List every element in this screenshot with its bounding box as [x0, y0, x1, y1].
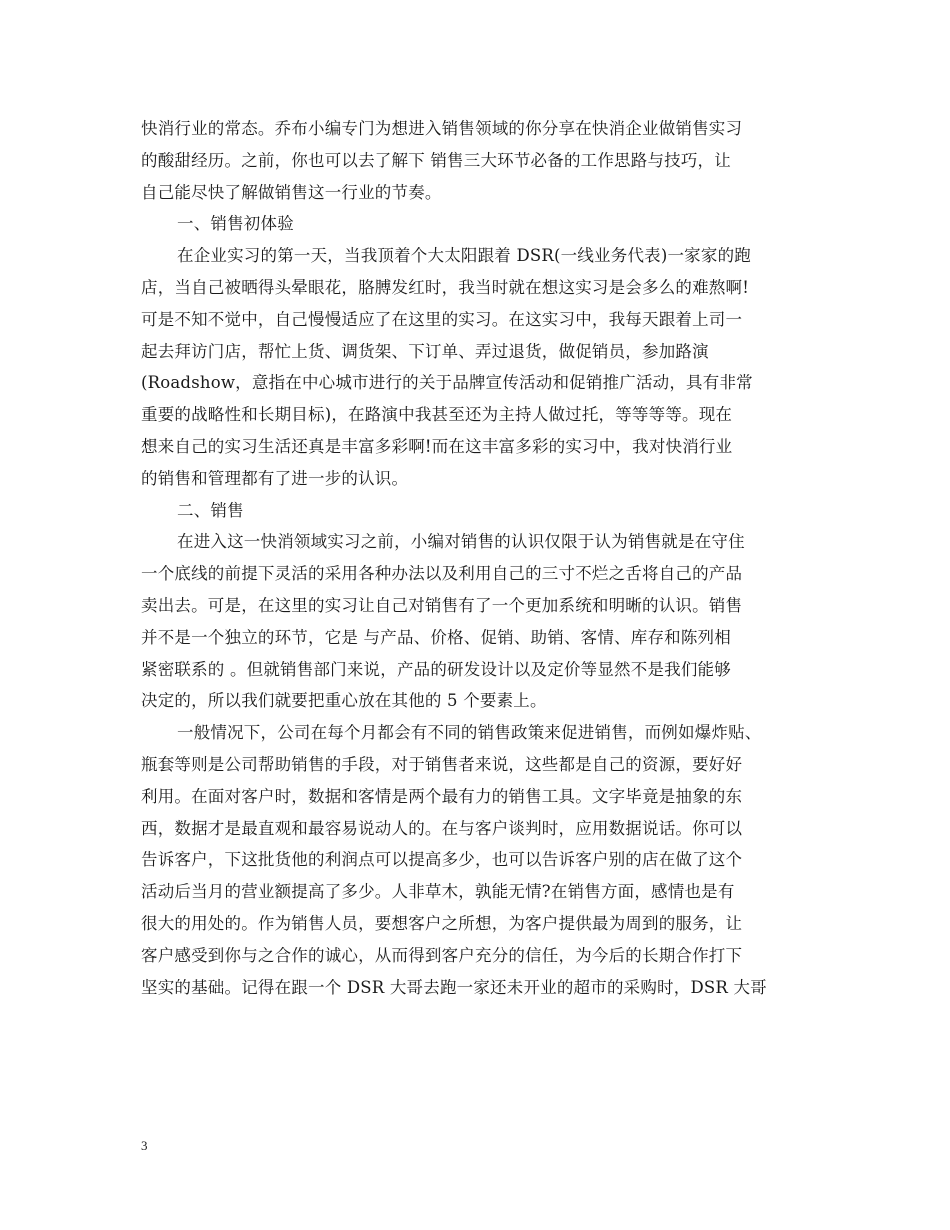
- text-line: 并不是一个独立的环节，它是 与产品、价格、促销、助销、客情、库存和陈列相: [141, 627, 731, 647]
- text-line: (Roadshow，意指在中心城市进行的关于品牌宣传活动和促销推广活动，具有非常: [141, 373, 753, 393]
- text-line: 二、销售: [177, 500, 244, 520]
- text-line: 在进入这一快消领域实习之前，小编对销售的认识仅限于认为销售就是在守住: [177, 532, 745, 552]
- text-line: 自己能尽快了解做销售这一行业的节奏。: [141, 182, 442, 202]
- text-line: 可是不知不觉中，自己慢慢适应了在这里的实习。在这实习中，我每天跟着上司一: [141, 309, 743, 329]
- text-line: 一、销售初体验: [177, 214, 294, 234]
- text-line: 想来自己的实习生活还真是丰富多彩啊!而在这丰富多彩的实习中，我对快消行业: [141, 436, 733, 456]
- text-line: 活动后当月的营业额提高了多少。人非草木，孰能无情?在销售方面，感情也是有: [141, 882, 735, 902]
- text-line: 的酸甜经历。之前，你也可以去了解下 销售三大环节必备的工作思路与技巧，让: [141, 150, 731, 170]
- text-line: 瓶套等则是公司帮助销售的手段，对于销售者来说，这些都是自己的资源，要好好: [141, 754, 743, 774]
- page-number: 3: [141, 1138, 148, 1153]
- text-line: 的销售和管理都有了进一步的认识。: [141, 468, 409, 488]
- text-line: 一般情况下，公司在每个月都会有不同的销售政策来促进销售，而例如爆炸贴、: [177, 723, 762, 743]
- text-line: 店，当自己被晒得头晕眼花，胳膊发红时，我当时就在想这实习是会多么的难熬啊!: [141, 277, 750, 297]
- text-line: 重要的战略性和长期目标)，在路演中我甚至还为主持人做过托，等等等等。现在: [141, 405, 733, 425]
- text-line: 很大的用处的。作为销售人员，要想客户之所想，为客户提供最为周到的服务，让: [141, 913, 743, 933]
- text-line: 快消行业的常态。乔布小编专门为想进入销售领域的你分享在快消企业做销售实习: [141, 119, 743, 138]
- text-line: 西，数据才是最直观和最容易说动人的。在与客户谈判时，应用数据说话。你可以: [141, 818, 743, 838]
- body-text: [141, 113, 811, 1003]
- text-line: 利用。在面对客户时，数据和客情是两个最有力的销售工具。文字毕竟是抽象的东: [141, 786, 743, 806]
- text-line: 决定的，所以我们就要把重心放在其他的 5 个要素上。: [141, 691, 547, 711]
- text-line: 一个底线的前提下灵活的采用各种办法以及利用自己的三寸不烂之舌将自己的产品: [141, 564, 743, 584]
- text-line: 告诉客户，下这批货他的利润点可以提高多少，也可以告诉客户别的店在做了这个: [141, 850, 743, 870]
- text-line: 坚实的基础。记得在跟一个 DSR 大哥去跑一家还未开业的超市的采购时，DSR 大哥: [141, 977, 767, 997]
- text-line: 客户感受到你与之合作的诚心，从而得到客户充分的信任，为今后的长期合作打下: [141, 945, 743, 965]
- text-line: 紧密联系的 。但就销售部门来说，产品的研发设计以及定价等显然不是我们能够: [141, 659, 731, 679]
- text-line: 起去拜访门店，帮忙上货、调货架、下订单、弄过退货，做促销员，参加路演: [141, 341, 709, 361]
- text-line: 卖出去。可是，在这里的实习让自己对销售有了一个更加系统和明晰的认识。销售: [141, 595, 743, 615]
- text-line: 在企业实习的第一天，当我顶着个大太阳跟着 DSR(一线业务代表)一家家的跑: [177, 246, 751, 266]
